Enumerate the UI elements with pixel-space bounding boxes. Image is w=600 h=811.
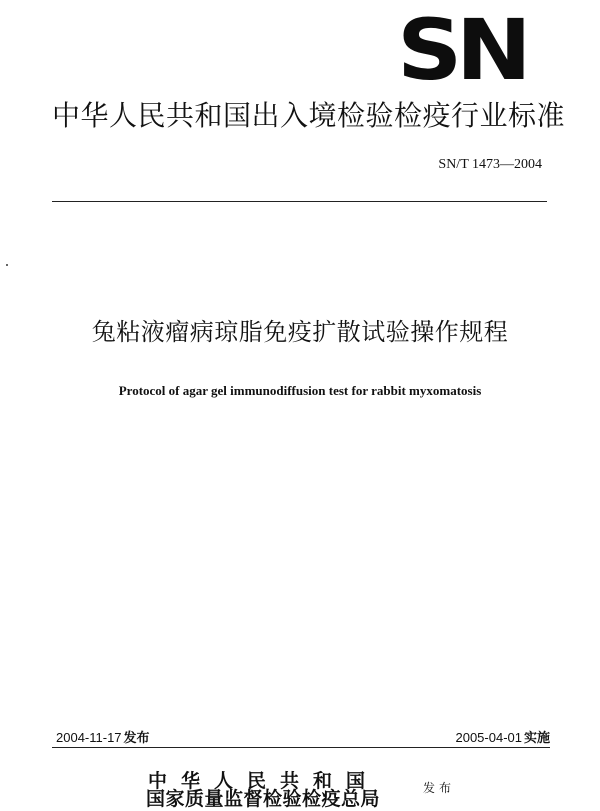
publish-label: 发布	[423, 781, 456, 795]
standard-number: SN/T 1473—2004	[438, 157, 542, 172]
implementation-date	[455, 727, 550, 746]
issue-date-label: 发布	[123, 731, 150, 746]
scan-speck	[6, 264, 8, 266]
issue-date	[56, 727, 150, 746]
publisher-country: 中华人民共和国	[148, 770, 380, 792]
header-divider	[52, 201, 547, 202]
document-title-zh: 兔粘液瘤病琼脂免疫扩散试验操作规程	[91, 318, 509, 346]
implementation-date-label: 实施	[523, 731, 550, 746]
publisher-agency: 国家质量监督检验检疫总局	[146, 788, 381, 810]
document-title-en: Protocol of agar gel immunodiffusion test for rabbit myxomatosis	[118, 383, 482, 398]
footer-divider	[52, 747, 550, 748]
industry-standard-title: 中华人民共和国出入境检验检疫行业标准	[52, 99, 566, 132]
sn-logo: SN	[397, 1, 526, 99]
issue-date-value: 2004-11-17	[56, 730, 122, 745]
implementation-date-value: 2005-04-01	[455, 730, 522, 745]
